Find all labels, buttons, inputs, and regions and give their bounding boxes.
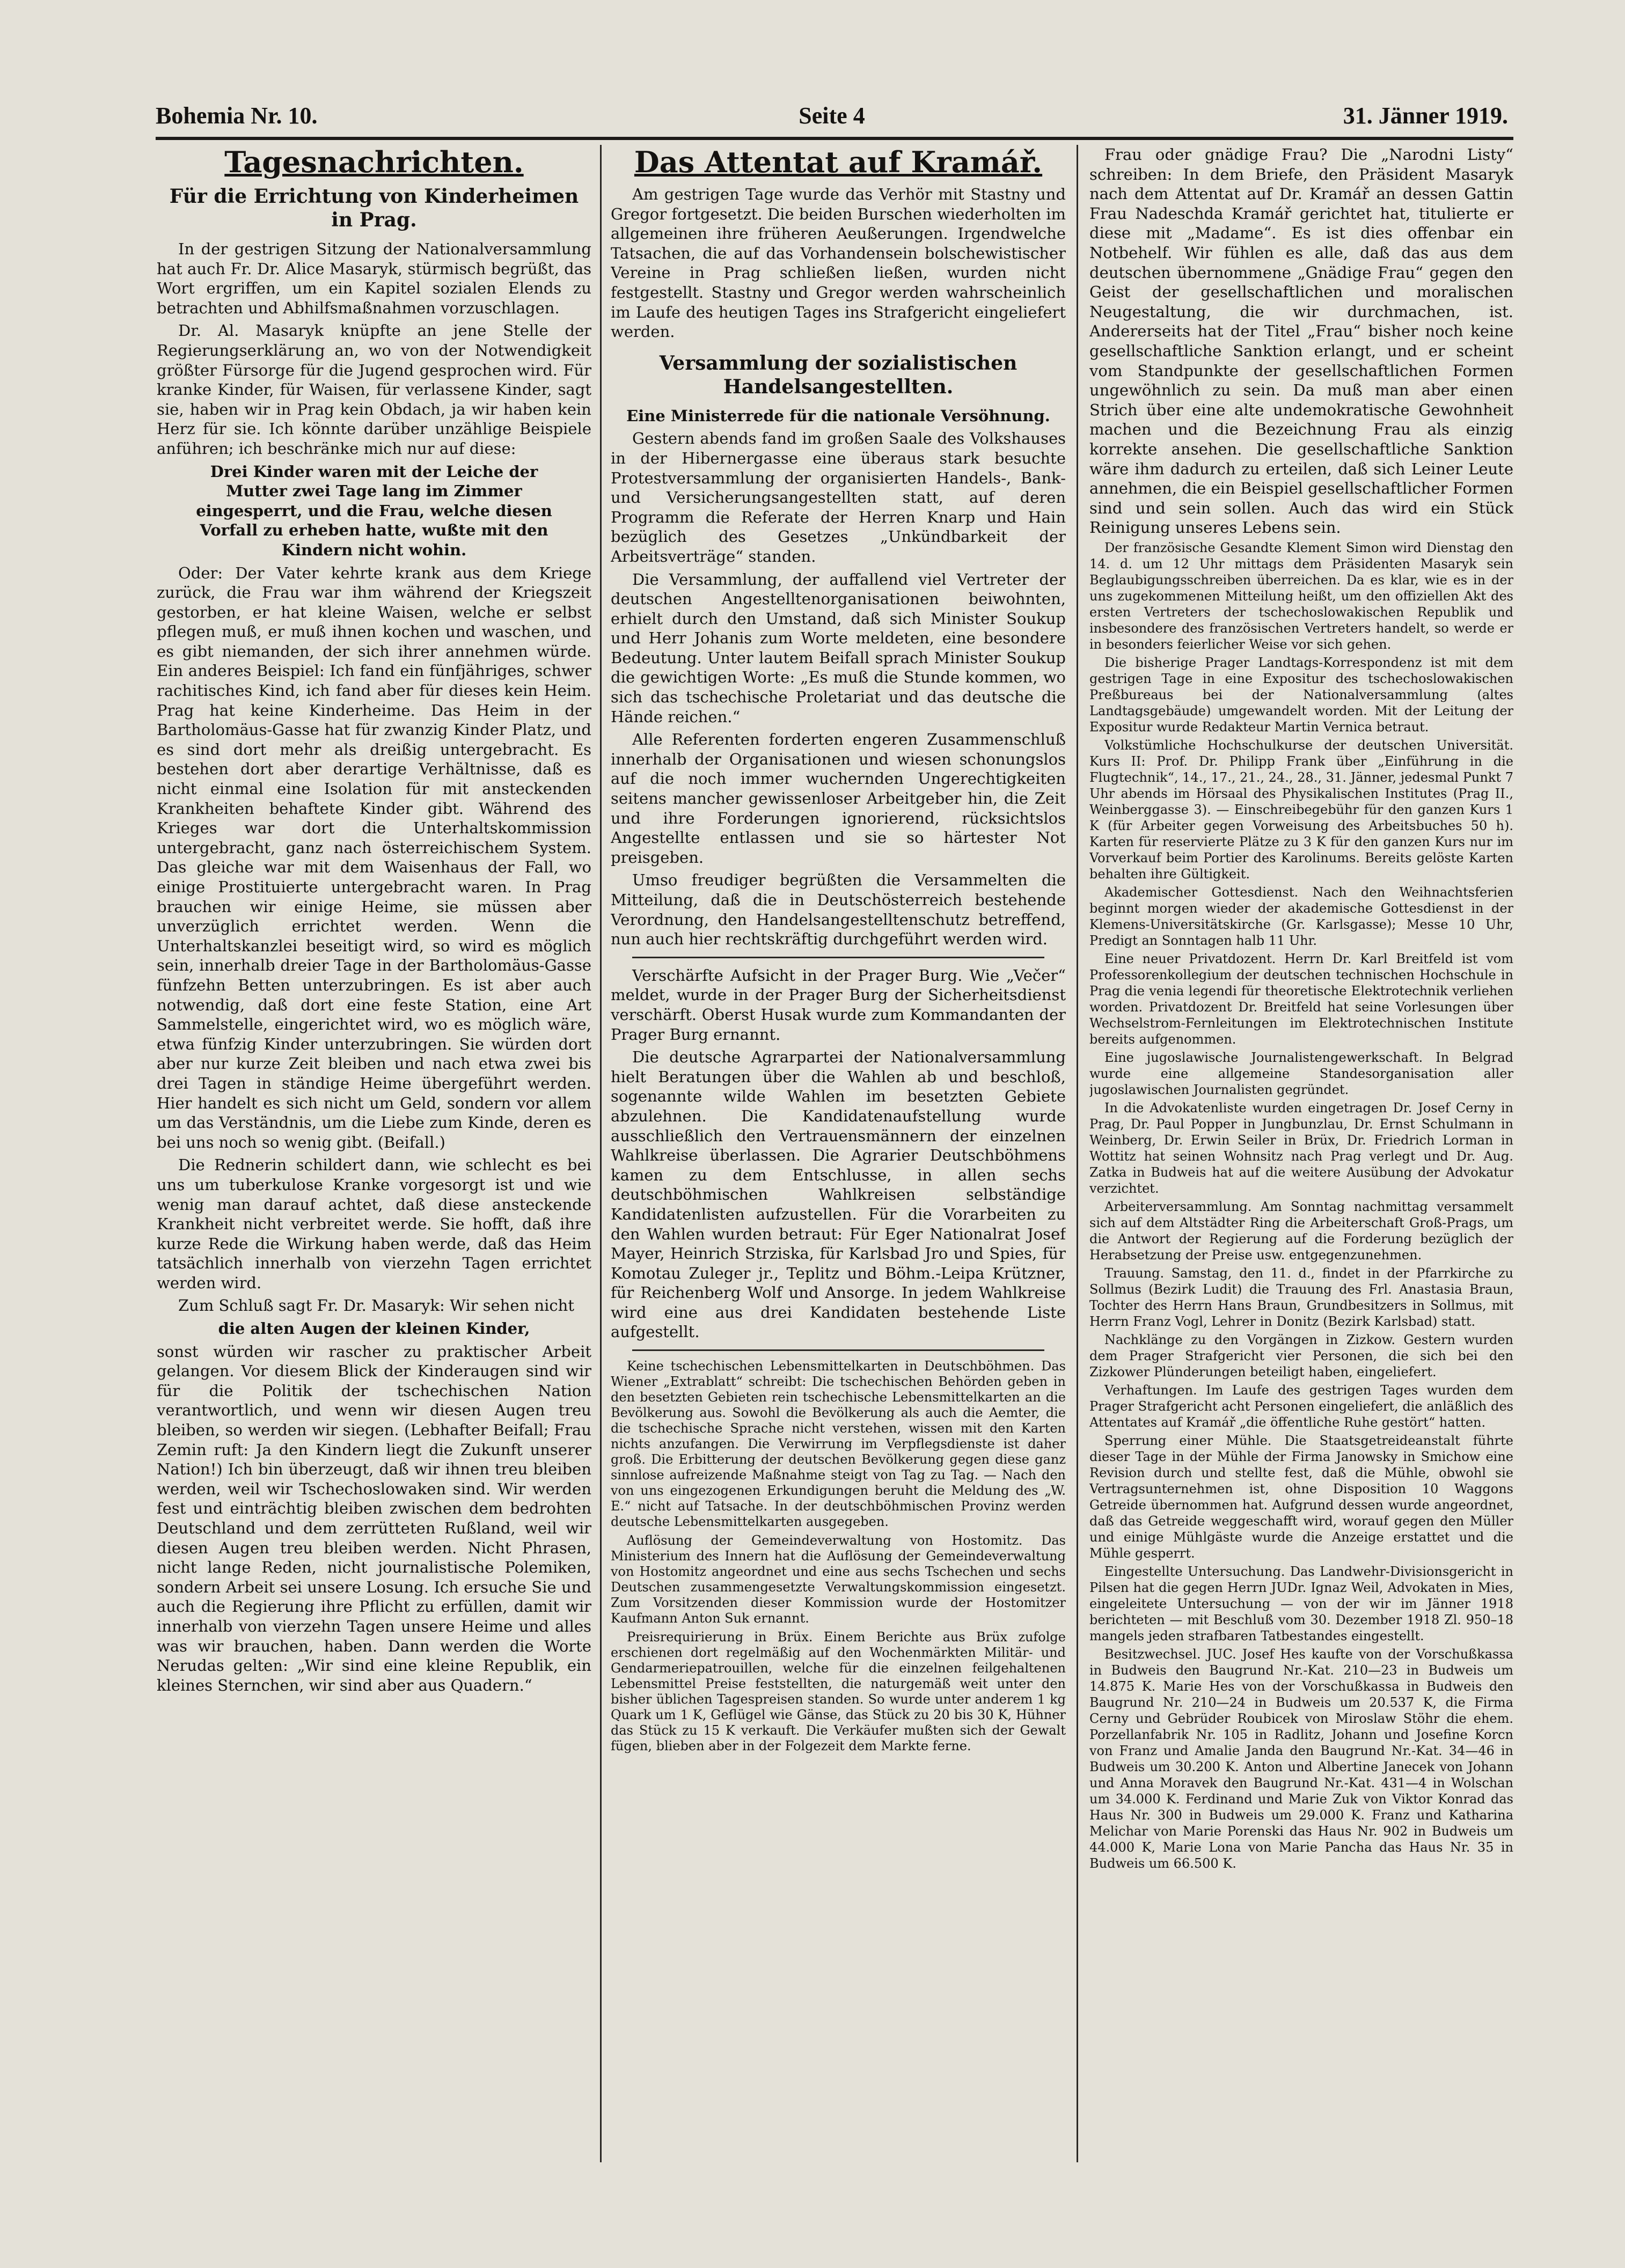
news-brief: In die Advokatenliste wurden eingetragen Dr. Josef Cerny in Prag, Dr. Paul Popper in Jungbunzlau, Dr. Ernst Schulmann in Weinberg, Dr. Erwin Seiler in Brüx, Dr. Friedrich Lorman in Wottitz hat seinen Wohnsitz nach Prag verlegt und Dr. Aug. Zatka in Budweis hat auf die weitere Ausübung der Advokatur verzichtet. xyxy=(1089,1100,1513,1196)
quote-paragraph: die alten Augen der kleinen Kinder, xyxy=(218,1319,530,1338)
column-right xyxy=(1089,145,1513,2162)
paragraph: Gestern abends fand im großen Saale des Volkshauses in der Hibernergasse eine überaus stark besuchte Protestversammlung der organisierten Handels-, Bank- und Versicherungsangestellten statt, auf deren Programm die Referate der Herren Knarp und Hain bezüglich des Gesetzes „Unkündbarkeit der Arbeitsverträge“ standen. xyxy=(611,429,1066,566)
paragraph: Alle Referenten forderten engeren Zusammenschluß innerhalb der Organisationen und wiesen schonungslos auf die noch immer wuchernden Ungerechtigkeiten seitens mancher gewissenloser Arbeitgeber hin, die Zeit und ihre Forderungen ignorierend, rücksichtslos Angestellte entlassen und sie so härtester Not preisgeben. xyxy=(611,730,1066,867)
news-brief: Trauung. Samstag, den 11. d., findet in der Pfarrkirche zu Sollmus (Bezirk Ludit) die Trauung des Frl. Anastasia Braun, Tochter des Herrn Hans Braun, Grundbesitzers in Sollmus, mit Herrn Franz Vogl, Lehrer in Donitz (Bezirk Karlsbad) statt. xyxy=(1089,1265,1513,1329)
article-headline: Für die Errichtung von Kinderheimen in Prag. xyxy=(169,185,579,231)
news-brief: Arbeiterversammlung. Am Sonntag nachmittag versammelt sich auf dem Altstädter Ring die Arbeiterschaft Groß-Prags, um die Antwort der Regierung auf die Forderung bezüglich der Herabsetzung der Preise usw. entgegenzunehmen. xyxy=(1089,1199,1513,1263)
news-briefs xyxy=(611,1359,1066,1754)
paragraph: Die Versammlung, der auffallend viel Vertreter der deutschen Angestelltenorganisationen beiwohnten, erhielt durch den Umstand, daß sich Minister Soukup und Herr Johanis zum Worte meldeten, eine besondere Bedeutung. Unter lautem Beifall sprach Minister Soukup die gewichtigen Worte: „Es muß die Stunde kommen, wo sich das tschechische Proletariat und das deutsche die Hände reichen.“ xyxy=(611,570,1066,726)
news-brief: Sperrung einer Mühle. Die Staatsgetreideanstalt führte dieser Tage in der Mühle der Firma Janowsky in Smichow eine Revision durch und stellte fest, daß die Mühle, obwohl sie Vertragsunternehmen ist, ohne Disposition 10 Waggons Getreide übernommen hat. Aufgrund dessen wurde angeordnet, daß das Getreide weggeschafft wird, worauf gegen den Müller und einige Mühlgäste wurde die Anzeige erstattet und die Mühle gesperrt. xyxy=(1089,1433,1513,1561)
news-brief: Preisrequirierung in Brüx. Einem Berichte aus Brüx zufolge erschienen dort regelmäßig auf den Wochenmärkten Militär- und Gendarmeriepatrouillen, welche für die einzelnen feilgehaltenen Lebensmittel Preise feststellten, die naturgemäß weit unter den bisher üblichen Tagespreisen standen. So wurde unter anderem 1 kg Quark um 1 K, Geflügel wie Gänse, das Stück zu 20 bis 30 K, Hühner das Stück zu 15 K verkauft. Die Verkäufer mußten sich der Gewalt fügen, blieben aber in der Folgezeit dem Markte ferne. xyxy=(611,1630,1066,1754)
paragraph: Frau oder gnädige Frau? Die „Narodni Listy“ schreiben: In dem Briefe, den Präsident Masaryk nach dem Attentat auf Dr. Kramář an dessen Gattin Frau Nadeschda Kramář gerichtet hat, titulierte er diese mit „Madame“. Es ist dies offenbar ein Notbehelf. Wir fühlen es alle, daß das aus dem deutschen übernommene „Gnädige Frau“ gegen den Geist der gesellschaftlichen und moralischen Neugestaltung, die wir durchmachen, ist. Andererseits hat der Titel „Frau“ bisher noch keine gesellschaftliche Sanktion erlangt, und er scheint vom Standpunkte der gesellschaftlichen Formen ungewöhnlich zu sein. Da muß man aber einen Strich über eine alte undemokratische Gewohnheit machen und die Bezeichnung Frau als einzig korrekte ansehen. Die gesellschaftliche Sanktion wäre ihm dadurch zu erteilen, daß sich Leiner Leute annehmen, die ein Beispiel gesellschaftlicher Formen sind und sein sollen. Auch das wird ein Stück Reinigung unseres Lebens sein. xyxy=(1089,145,1513,537)
news-brief: Die bisherige Prager Landtags-Korrespondenz ist mit dem gestrigen Tage in eine Expositur des tschechoslowakischen Preßbureaus bei der Nationalversammlung (altes Landtagsgebäude) umgewandelt worden. Mit der Leitung der Expositur wurde Redakteur Martin Vernica betraut. xyxy=(1089,655,1513,735)
column-left xyxy=(157,145,591,2162)
paragraph: Am gestrigen Tage wurde das Verhör mit Stastny und Gregor fortgesetzt. Die beiden Burschen wiederholten im allgemeinen ihre früheren Aeußerungen. Irgendwelche Tatsachen, die auf das Vorhandensein bolschewistischer Vereine in Prag schließen ließen, wurden nicht festgestellt. Stastny und Gregor werden wahrscheinlich im Laufe des heutigen Tages ins Strafgericht eingeliefert werden. xyxy=(611,185,1066,341)
header-rule xyxy=(156,137,1513,140)
paragraph: In der gestrigen Sitzung der Nationalversammlung hat auch Fr. Dr. Alice Masaryk, stürmisch begrüßt, das Wort ergriffen, um ein Kapitel sozialen Elends zu betrachten und Abhilfsmaßnahmen vorzuschlagen. xyxy=(157,240,591,317)
news-brief: Verhaftungen. Im Laufe des gestrigen Tages wurden dem Prager Strafgericht acht Personen eingeliefert, die anläßlich des Attentates auf Kramář „die öffentliche Ruhe gestört“ hatten. xyxy=(1089,1382,1513,1430)
page-number: Seite 4 xyxy=(799,102,865,129)
news-brief: Der französische Gesandte Klement Simon wird Dienstag den 14. d. um 12 Uhr mittags dem Präsidenten Masaryk sein Beglaubigungsschreiben überreichen. Da es klar, wie es in der uns zugekommenen Mitteilung heißt, um den offiziellen Akt des ersten Vertreters der tschechoslowakischen Republik und insbesondere des französischen Vertreters handelt, so werde er in besonders feierlicher Weise vor sich gehen. xyxy=(1089,540,1513,652)
article-lead: Eine Ministerrede für die nationale Versöhnung. xyxy=(626,406,1050,425)
news-brief: Volkstümliche Hochschulkurse der deutschen Universität. Kurs II: Prof. Dr. Philipp Frank über „Einführung in die Flugtechnik“, 14., 17., 21., 24., 28., 31. Jänner, jedesmal Punkt 7 Uhr abends im Hörsaal des Physikalischen Institutes (Prag II., Weinberggasse 3). — Einschreibegebühr für den ganzen Kurs 1 K (für Arbeiter gegen Vorweisung des Arbeitsbuches 50 h). Karten für reservierte Plätze zu 3 K für den ganzen Kurs nur im Vorverkauf beim Portier des Karolinums. Bereits gelöste Karten behalten ihre Gültigkeit. xyxy=(1089,737,1513,882)
news-brief: Eine jugoslawische Journalistengewerkschaft. In Belgrad wurde eine allgemeine Standesorganisation aller jugoslawischen Journalisten gegründet. xyxy=(1089,1049,1513,1097)
column-rule xyxy=(600,145,602,2162)
column-middle xyxy=(611,145,1066,2162)
news-brief: Besitzwechsel. JUC. Josef Hes kaufte von der Vorschußkassa in Budweis den Baugrund Nr.-Kat. 210—23 in Budweis um 14.875 K. Marie Hes von der Vorschußkassa in Budweis den Baugrund Nr. 210—24 in Budweis um 20.537 K, die Firma Cerny und Gebrüder Roubicek von Miroslaw Stöhr die ehem. Porzellanfabrik Nr. 105 in Radlitz, Johann und Josefine Korcn von Franz und Amalie Janda den Baugrund Nr.-Kat. 34—46 in Budweis um 30.200 K. Anton und Albertine Janecek von Johann und Anna Moravek den Baugrund Nr.-Kat. 431—4 in Wolschan um 34.000 K. Ferdinand und Marie Zuk von Viktor Konrad das Haus Nr. 300 in Budweis um 29.000 K. Franz und Katharina Melichar von Marie Porenski das Haus Nr. 902 in Budweis um 44.000 K, Marie Lona von Marie Pancha das Haus Nr. 35 in Budweis um 66.500 K. xyxy=(1089,1646,1513,1871)
paragraph: sonst würden wir rascher zu praktischer Arbeit gelangen. Vor diesem Blick der Kinderaugen sind wir für die Politik der tschechischen Nation verantwortlich, und wenn wir diesen Augen treu bleiben, so werden wir siegen. (Lebhafter Beifall; Frau Zemin ruft: Ja den Kindern liegt die Zukunft unserer Nation!) Ich bin überzeugt, daß wir ihnen treu bleiben werden, weil wir Tschechoslowaken sind. Wir werden fest und einträchtig bleiben zwischen dem bedrohten Deutschland und dem zerrütteten Rußland, weil wir diesen Augen treu bleiben werden. Nicht Phrasen, nicht lange Reden, nicht journalistische Polemiken, sondern Arbeit sei unsere Losung. Ich ersuche Sie und auch die Regierung ihre Pflicht zu erfüllen, damit wir innerhalb von vierzehn Tagen unsere Heime und alles was wir brauchen, haben. Dann werden die Worte Nerudas gelten: „Wir sind eine kleine Republik, ein kleines Sternchen, wir sind aber aus Quadern.“ xyxy=(157,1342,591,1694)
news-brief: Keine tschechischen Lebensmittelkarten in Deutschböhmen. Das Wiener „Extrablatt“ schreibt: Die tschechischen Behörden geben in den besetzten Gebieten rein tschechische Lebensmittelkarten an die Bevölkerung aus. Sowohl die Bevölkerung als auch die Aemter, die die tschechische Sprache nicht verstehen, wissen mit den Karten nichts anzufangen. Die Verwirrung im Verpflegsdienste ist daher groß. Die Erbitterung der deutschen Bevölkerung gegen diese ganz sinnlose aufreizende Maßnahme steigt von Tag zu Tag. — Nach den von uns eingezogenen Erkundigungen beruht die Meldung des „W. E.“ nicht auf Tatsache. In der deutschböhmischen Provinz werden deutsche Lebensmittelkarten ausgegeben. xyxy=(611,1359,1066,1530)
divider xyxy=(632,957,1044,958)
quote-paragraph: Drei Kinder waren mit der Leiche der Mutter zwei Tage lang im Zimmer eingesperrt, und die Frau, welche diesen Vorfall zu erheben hatte, wußte mit den Kindern nicht wohin. xyxy=(196,462,552,559)
divider xyxy=(632,1349,1044,1351)
paragraph: Die Rednerin schildert dann, wie schlecht es bei uns um tuberkulose Kranke vorgesorgt ist und wie wenig man darauf achtet, daß diese ansteckende Krankheit nicht verbreitet werde. Sie hofft, daß ihre kurze Rede die Wirkung haben werde, daß das Heim tatsächlich innerhalb von vierzehn Tagen errichtet werden wird. xyxy=(157,1156,591,1292)
paragraph: Zum Schluß sagt Fr. Dr. Masaryk: Wir sehen nicht xyxy=(178,1296,574,1315)
news-brief: Eingestellte Untersuchung. Das Landwehr-Divisionsgericht in Pilsen hat die gegen Herrn JUDr. Ignaz Weil, Advokaten in Mies, eingeleitete Untersuchung — von der wir im Jänner 1918 berichteten — mit Beschluß vom 30. Dezember 1918 Zl. 950–18 mangels jeden strafbaren Tatbestandes eingestellt. xyxy=(1089,1564,1513,1643)
paragraph: Verschärfte Aufsicht in der Prager Burg. Wie „Večer“ meldet, wurde in der Prager Burg der Sicherheitsdienst verschärft. Oberst Husak wurde zum Kommandanten der Prager Burg ernannt. xyxy=(611,966,1066,1044)
paragraph: Die deutsche Agrarpartei der Nationalversammlung hielt Beratungen über die Wahlen ab und beschloß, sogenannte wilde Wahlen im besetzten Gebiete abzulehnen. Die Kandidatenaufstellung wurde ausschließlich den Vertrauensmännern der einzelnen Wahlkreise überlassen. Die Agrarier Deutschböhmens kamen zu dem Entschlusse, in allen sechs deutschböhmischen Wahlkreisen selbständige Kandidatenlisten aufzustellen. Für die Vorarbeiten zu den Wahlen wurden betraut: Für Eger Nationalrat Josef Mayer, Heinrich Strziska, für Karlsbad Jro und Spies, für Komotau Zuleger jr., Teplitz und Böhm.-Leipa Krützner, für Reichenberg Wolf und Ansorge. In jedem Wahlkreise wird eine aus drei Kandidaten bestehende Liste aufgestellt. xyxy=(611,1048,1066,1341)
news-brief: Nachklänge zu den Vorgängen in Zizkow. Gestern wurden dem Prager Strafgericht vier Personen, die sich bei den Zizkower Plünderungen beteiligt haben, eingeliefert. xyxy=(1089,1332,1513,1379)
page-header xyxy=(156,91,1508,140)
article-title: Das Attentat auf Kramář. xyxy=(634,145,1043,179)
section-title: Tagesnachrichten. xyxy=(224,145,524,179)
paragraph: Dr. Al. Masaryk knüpfte an jene Stelle der Regierungserklärung an, wo von der Notwendigkeit größter Fürsorge für die Jugend gesprochen wird. Für kranke Kinder, für Waisen, für verlassene Kinder, sagt sie, haben wir in Prag kein Obdach, ja wir haben kein Herz für sie. Ich könnte darüber unzählige Beispiele anführen; ich beschränke mich nur auf diese: xyxy=(157,321,591,458)
article-headline: Versammlung der sozialistischen Handelsangestellten. xyxy=(659,351,1018,398)
paragraph: Umso freudiger begrüßten die Versammelten die Mitteilung, daß die in Deutschösterreich bestehende Verordnung, den Handelsangestelltenschutz betreffend, nun auch hier rechtskräftig durchgeführt werden wird. xyxy=(611,871,1066,949)
news-brief: Eine neuer Privatdozent. Herrn Dr. Karl Breitfeld ist vom Professorenkollegium der deutschen technischen Hochschule in Prag die venia legendi für theoretische Elektrotechnik verliehen worden. Privatdozent Dr. Breitfeld hat seine Vorlesungen über Wechselstrom-Fernleitungen im Elektrotechnischen Institute bereits aufgenommen. xyxy=(1089,951,1513,1047)
news-brief: Akademischer Gottesdienst. Nach den Weihnachtsferien beginnt morgen wieder der akademische Gottesdienst in der Klemens-Universitätskirche (Gr. Karlsgasse); Messe 10 Uhr, Predigt an Sonntagen halb 11 Uhr. xyxy=(1089,884,1513,948)
column-rule xyxy=(1077,145,1078,2162)
paragraph: Oder: Der Vater kehrte krank aus dem Kriege zurück, die Frau war ihm während der Kriegszeit gestorben, er hat kleine Waisen, welche er selbst pflegen muß, er muß ihnen kochen und waschen, und es gibt niemanden, der sich ihrer annehmen würde. Ein anderes Beispiel: Ich fand ein fünfjähriges, schwer rachitisches Kind, ich fand aber für dieses kein Heim. Prag hat keine Kinderheime. Das Heim in der Bartholomäus-Gasse hat für zwanzig Kinder Platz, und es sind dort mehr als dreißig untergebracht. Es bestehen dort aber derartige Verhältnisse, daß es nicht einmal eine Isolation für mit ansteckenden Krankheiten behaftete Kinder gibt. Während des Krieges war dort die Unterhaltskommission untergebracht, ganz nach österreichischem System. Das gleiche war mit dem Waisenhaus der Fall, wo einige Prostituierte untergebracht waren. In Prag brauchen wir einige Heime, sie müssen aber unverzüglich errichtet werden. Wenn die Unterhaltskanzlei beseitigt wird, so wird es möglich sein, innerhalb dreier Tage in der Bartholomäus-Gasse fünfzehn Betten unterzubringen. Es ist aber auch notwendig, daß dort eine feste Station, eine Art Sammelstelle, eingerichtet wird, wo es möglich wäre, etwa fünfzig Kinder unterzubringen. Sie würden dort aber nur kurze Zeit bleiben und nach etwa zwei bis drei Tagen in ständige Heime übergeführt werden. Hier handelt es sich nicht um Geld, sondern vor allem um das Verständnis, um die Liebe zum Kinde, deren es bei uns noch so wenig gibt. (Beifall.) xyxy=(157,563,591,1151)
masthead: Bohemia Nr. 10. xyxy=(156,102,318,129)
news-brief: Auflösung der Gemeindeverwaltung von Hostomitz. Das Ministerium des Innern hat die Auflösung der Gemeindeverwaltung von Hostomitz angeordnet und eine aus sechs Tschechen und sechs Deutschen zusammengesetzte Verwaltungskommission eingesetzt. Zum Vorsitzenden dieser Kommission wurde der Hostomitzer Kaufmann Anton Suk ernannt. xyxy=(611,1533,1066,1626)
issue-date: 31. Jänner 1919. xyxy=(1343,102,1508,129)
